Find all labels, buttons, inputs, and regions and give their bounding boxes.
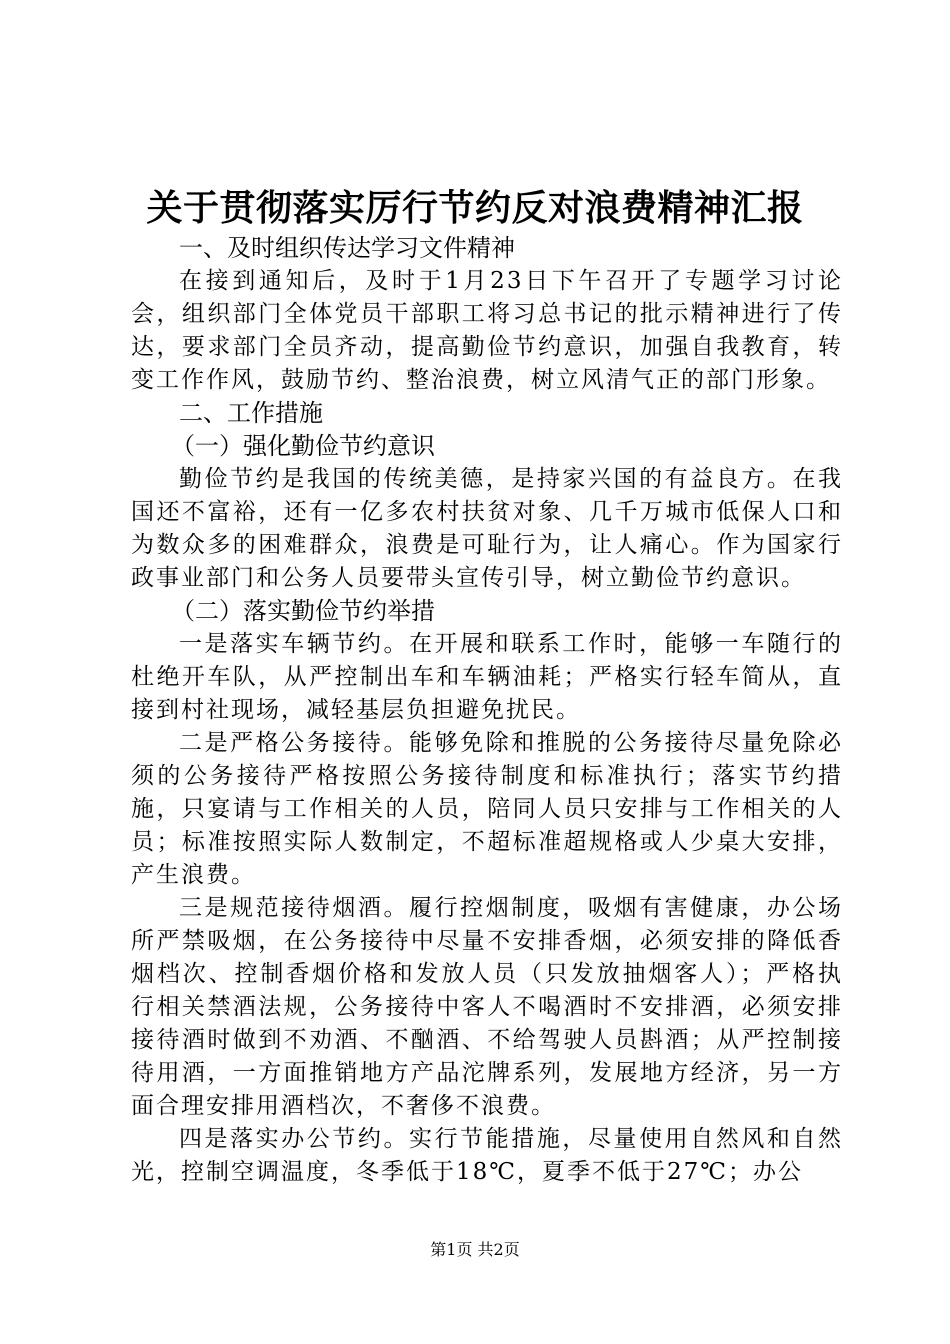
subsection-heading: （二）落实勤俭节约举措 [171,597,435,625]
body-paragraph: 四是落实办公节约。实行节能措施，尽量使用自然风和自然光，控制空调温度，冬季低于18℃，夏季不低于27℃；办公 [131,1126,843,1185]
document-title: 关于贯彻落实厉行节约反对浪费精神汇报 [146,187,804,229]
section-heading: 二、工作措施 [179,399,323,427]
body-paragraph: 二是严格公务接待。能够免除和推脱的公务接待尽量免除必须的公务接待严格按照公务接待制度和标准执行；落实节约措施，只宴请与工作相关的人员，陪同人员只安排与工作相关的人员；标准按照实际人数制定，不超标准超规格或人少桌大安排，产生浪费。 [131,730,843,888]
body-paragraph: 一是落实车辆节约。在开展和联系工作时，能够一车随行的杜绝开车队，从严控制出车和车辆油耗；严格实行轻车简从，直接到村社现场，减轻基层负担避免扰民。 [131,631,843,723]
body-paragraph: 在接到通知后，及时于1月23日下午召开了专题学习讨论会，组织部门全体党员干部职工将习总书记的批示精神进行了传达，要求部门全员齐动，提高勤俭节约意识，加强自我教育，转变工作作风，鼓励节约、整治浪费，树立风清气正的部门形象。 [131,268,843,393]
body-paragraph: 三是规范接待烟酒。履行控烟制度，吸烟有害健康，办公场所严禁吸烟，在公务接待中尽量不安排香烟，必须安排的降低香烟档次、控制香烟价格和发放人员（只发放抽烟客人）；严格执行相关禁酒法规，公务接待中客人不喝酒时不安排酒，必须安排接待酒时做到不劝酒、不酗酒、不给驾驶人员斟酒；从严控制接待用酒，一方面推销地方产品沱牌系列，发展地方经济，另一方面合理安排用酒档次，不奢侈不浪费。 [131,895,843,1119]
page-footer: 第1页 共2页 [430,1240,520,1259]
document-body [131,232,843,1189]
subsection-heading: （一）强化勤俭节约意识 [171,432,435,460]
body-paragraph: 勤俭节约是我国的传统美德，是持家兴国的有益良方。在我国还不富裕，还有一亿多农村扶贫对象、几千万城市低保人口和为数众多的困难群众，浪费是可耻行为，让人痛心。作为国家行政事业部门和公务人员要带头宣传引导，树立勤俭节约意识。 [131,466,843,591]
section-heading: 一、及时组织传达学习文件精神 [179,234,515,262]
